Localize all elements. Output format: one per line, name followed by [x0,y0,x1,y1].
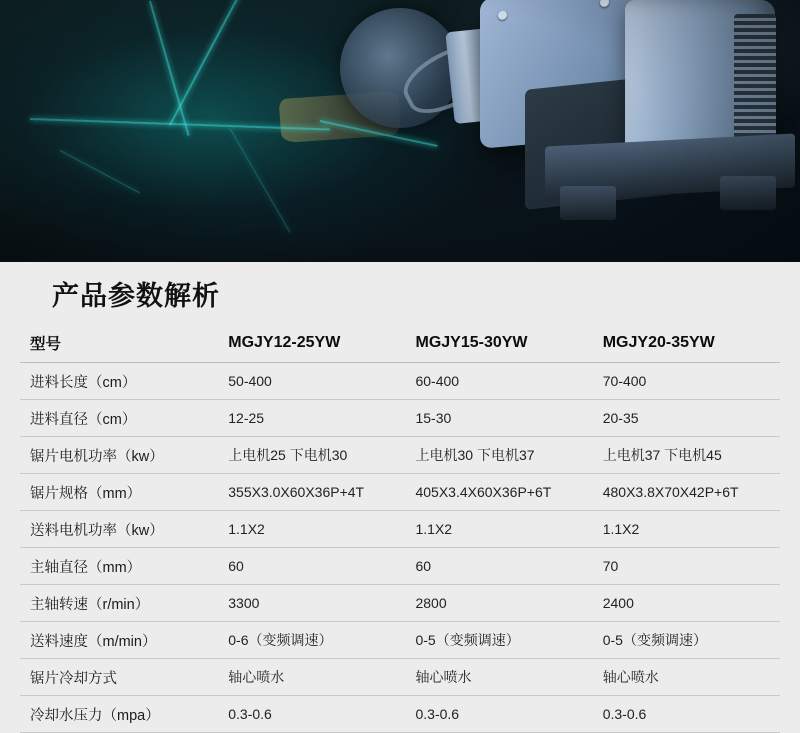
row-value: 355X3.0X60X36P+4T [218,474,405,511]
row-value: 60 [218,548,405,585]
row-value: 2800 [405,585,592,622]
column-header-model-label: 型号 [20,324,218,363]
row-value: 上电机30 下电机37 [405,437,592,474]
row-value: 70-400 [593,363,780,400]
row-value: 405X3.4X60X36P+6T [405,474,592,511]
motor-fins-shape [734,14,776,144]
row-label: 主轴转速（r/min） [20,585,218,622]
row-value: 轴心喷水 [593,659,780,696]
table-row [20,400,780,437]
table-row [20,437,780,474]
row-label: 锯片冷却方式 [20,659,218,696]
row-label: 送料速度（m/min） [20,622,218,659]
row-value: 1.1X2 [218,511,405,548]
row-value: 12-25 [218,400,405,437]
spec-section [0,262,800,733]
machine-foot-shape [720,176,776,210]
column-header-model-1: MGJY12-25YW [218,324,405,363]
row-label: 送料电机功率（kw） [20,511,218,548]
table-row [20,548,780,585]
row-value: 0-5（变频调速） [593,622,780,659]
bolt-shape [600,0,609,7]
table-row [20,363,780,400]
row-label: 锯片电机功率（kw） [20,437,218,474]
row-value: 轴心喷水 [405,659,592,696]
row-value: 0.3-0.6 [593,696,780,733]
row-label: 进料长度（cm） [20,363,218,400]
row-value: 3300 [218,585,405,622]
row-value: 1.1X2 [405,511,592,548]
row-value: 15-30 [405,400,592,437]
table-row [20,659,780,696]
table-row [20,622,780,659]
row-value: 60-400 [405,363,592,400]
row-value: 0.3-0.6 [218,696,405,733]
row-value: 上电机37 下电机45 [593,437,780,474]
table-row [20,585,780,622]
spec-table [20,324,780,733]
row-value: 480X3.8X70X42P+6T [593,474,780,511]
row-value: 60 [405,548,592,585]
table-header-row [20,324,780,363]
row-label: 冷却水压力（mpa） [20,696,218,733]
column-header-model-3: MGJY20-35YW [593,324,780,363]
row-value: 70 [593,548,780,585]
row-value: 20-35 [593,400,780,437]
row-value: 50-400 [218,363,405,400]
spec-table-head [20,324,780,363]
row-value: 0-5（变频调速） [405,622,592,659]
row-value: 轴心喷水 [218,659,405,696]
table-row [20,474,780,511]
row-value: 2400 [593,585,780,622]
table-row [20,696,780,733]
row-label: 主轴直径（mm） [20,548,218,585]
machine-illustration [330,0,800,230]
row-label: 进料直径（cm） [20,400,218,437]
row-value: 0.3-0.6 [405,696,592,733]
hero-product-photo [0,0,800,262]
page-title: 产品参数解析 [52,281,220,311]
table-row [20,511,780,548]
row-value: 上电机25 下电机30 [218,437,405,474]
column-header-model-2: MGJY15-30YW [405,324,592,363]
machine-foot-shape [560,186,616,220]
row-label: 锯片规格（mm） [20,474,218,511]
row-value: 0-6（变频调速） [218,622,405,659]
spec-table-body [20,363,780,733]
row-value: 1.1X2 [593,511,780,548]
bolt-shape [498,10,507,20]
